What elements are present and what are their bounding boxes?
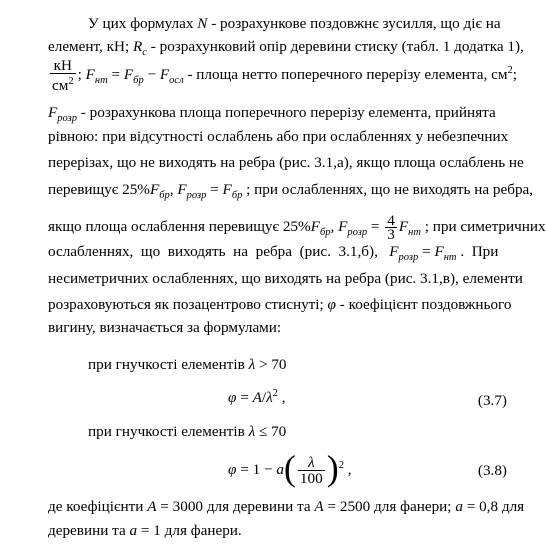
- equation-3-8: φ = 1 − a( $\frac{\lambda}{100}$ )$^2$ ,: [228, 447, 352, 488]
- para-line-7: перевищує $25\%F_{бр}$, $F_{розр} = F_{бр}$ ; при ослабленнях, що не виходять на ребра,: [48, 181, 534, 201]
- para-line-8: якщо площа ослаблення перевищує $25\%F_{бр}$, $F_{розр}$ = $\frac{4}{3}$ $F_{нт}$ ; при симетричних: [48, 212, 546, 243]
- para-line-6: перерізах, що не виходять на ребра (рис. 3.1,а), якщо площа ослаблень не: [48, 154, 524, 171]
- para-line-3: $\frac{кН}{см^2}$ ; $F_{нт} = F_{бр} - F_{осл}$ - площа нетто поперечного перерізу елемента, $см^2$;: [52, 57, 517, 94]
- case-2-label: при гнучкості елементів λ ≤ 70: [88, 423, 287, 440]
- para-line-5: рівною: при відсутності ослаблень або при ослабленнях у небезпечних: [48, 128, 509, 145]
- unit-fraction: $\frac{кН}{см^2}$: [52, 57, 74, 94]
- para-line-1: У цих формулах N - розрахункове поздовжнє зусилля, що діє на: [88, 15, 501, 32]
- para-line-9: ослабленнях, що виходять на ребра (рис. 3.1,б), $F_{розр} = F_{нт}$ . При: [48, 243, 499, 263]
- para-line-4: $F_{розр}$ - розрахункова площа поперечного перерізу елемента, прийнята: [48, 104, 496, 124]
- para-line-10: несиметричних ослабленнях, що виходять на ребра (рис. 3.1,в), елементи: [48, 270, 523, 287]
- para-line-11: розраховуються як позацентрово стиснуті; φ - коефіцієнт поздовжнього: [48, 296, 512, 313]
- equation-number-3-7: (3.7): [477, 392, 507, 409]
- equation-number-3-8: (3.8): [477, 462, 507, 479]
- closing-line-2: деревини та a = 1 для фанери.: [48, 522, 242, 539]
- para-line-2: елемент, кН; $R_c$ - розрахунковий опір деревини стиску (табл. 1 додатка 1),: [48, 38, 524, 58]
- para-line-12: вигину, визначається за формулами:: [48, 319, 282, 336]
- equation-3-7: $\varphi = A/\lambda^2$ ,: [228, 388, 286, 406]
- case-1-label: при гнучкості елементів λ > 70: [88, 356, 287, 373]
- closing-line-1: де коефіцієнти A = 3000 для деревини та A = 2500 для фанери; a = 0,8 для: [48, 498, 525, 515]
